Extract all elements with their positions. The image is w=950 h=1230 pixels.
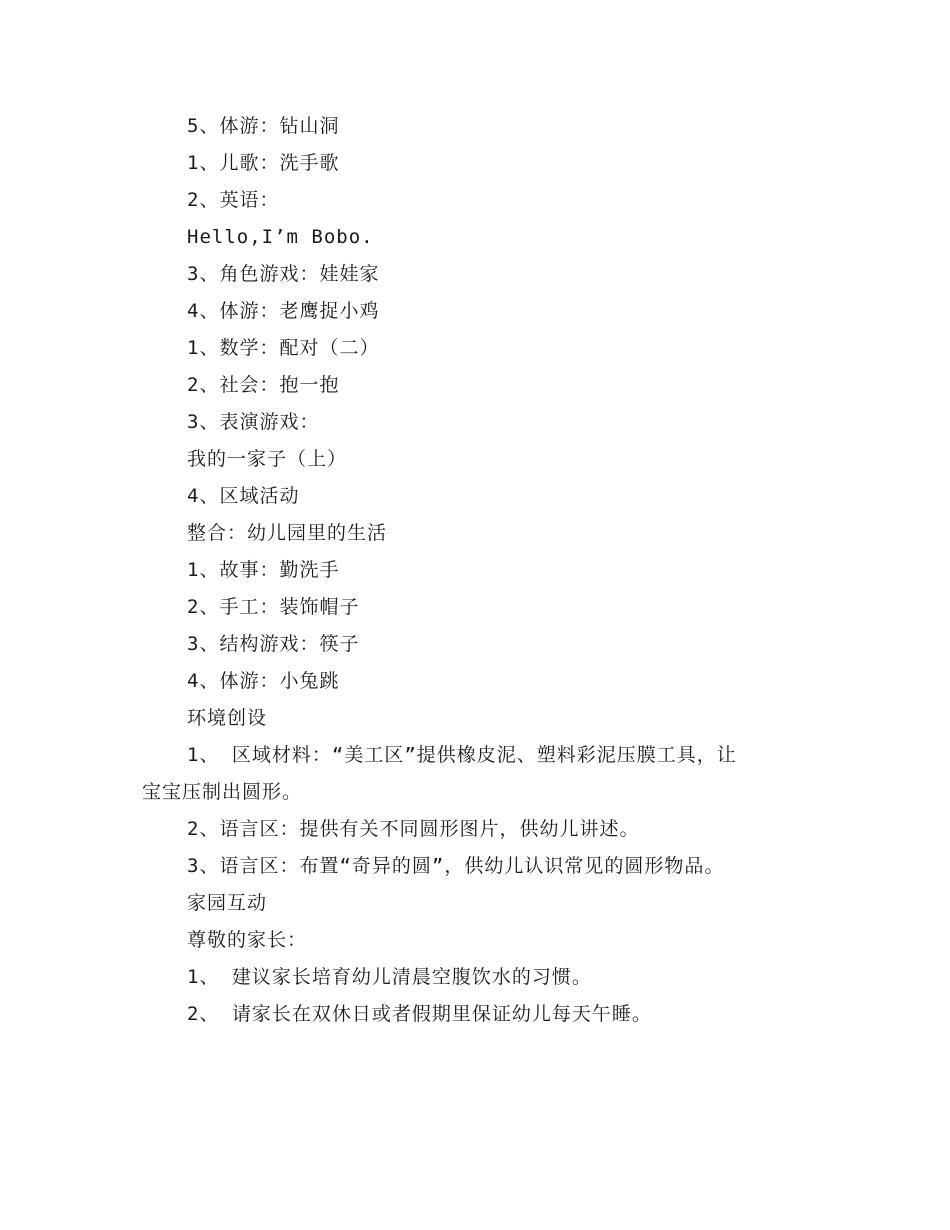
text-line: 2、手工：装饰帽子: [187, 596, 360, 618]
text-line: 我的一家子（上）: [187, 448, 348, 470]
text-line: 3、角色游戏：娃娃家: [187, 263, 380, 285]
text-line: 整合：幼儿园里的生活: [187, 522, 388, 544]
environment-item-1: [142, 737, 807, 811]
text-line: 4、体游：老鹰捉小鸡: [187, 300, 380, 322]
text-line: 1、 建议家长培育幼儿清晨空腹饮水的习惯。: [187, 966, 592, 988]
environment-item-1-first-line: 1、 区域材料：“美工区”提供橡皮泥、塑料彩泥压膜工具，让: [187, 744, 737, 766]
text-line: 2、英语：: [187, 189, 280, 211]
text-line: 3、语言区：布置“奇异的圆”，供幼儿认识常见的圆形物品。: [187, 855, 725, 877]
text-line: 4、区域活动: [187, 485, 300, 507]
section-heading-home-school: 家园互动: [187, 892, 268, 914]
document-body: [142, 108, 807, 1033]
text-line: 1、故事：勤洗手: [187, 559, 340, 581]
text-line: Hello,I’m Bobo.: [187, 226, 374, 248]
text-line: 3、结构游戏：筷子: [187, 633, 360, 655]
salutation: 尊敬的家长：: [187, 929, 308, 951]
text-line: 4、体游：小兔跳: [187, 670, 340, 692]
text-line: 3、表演游戏：: [187, 411, 320, 433]
text-line: 5、体游：钻山洞: [187, 115, 340, 137]
section-heading-environment: 环境创设: [187, 707, 268, 729]
text-line: 2、语言区：提供有关不同圆形图片，供幼儿讲述。: [187, 818, 640, 840]
text-line: 1、数学：配对（二）: [187, 337, 380, 359]
text-line: 2、社会：抱一抱: [187, 374, 340, 396]
environment-item-1-continuation: 宝宝压制出圆形。: [142, 781, 303, 803]
text-line: 1、儿歌：洗手歌: [187, 152, 340, 174]
text-line: 2、 请家长在双休日或者假期里保证幼儿每天午睡。: [187, 1003, 652, 1025]
